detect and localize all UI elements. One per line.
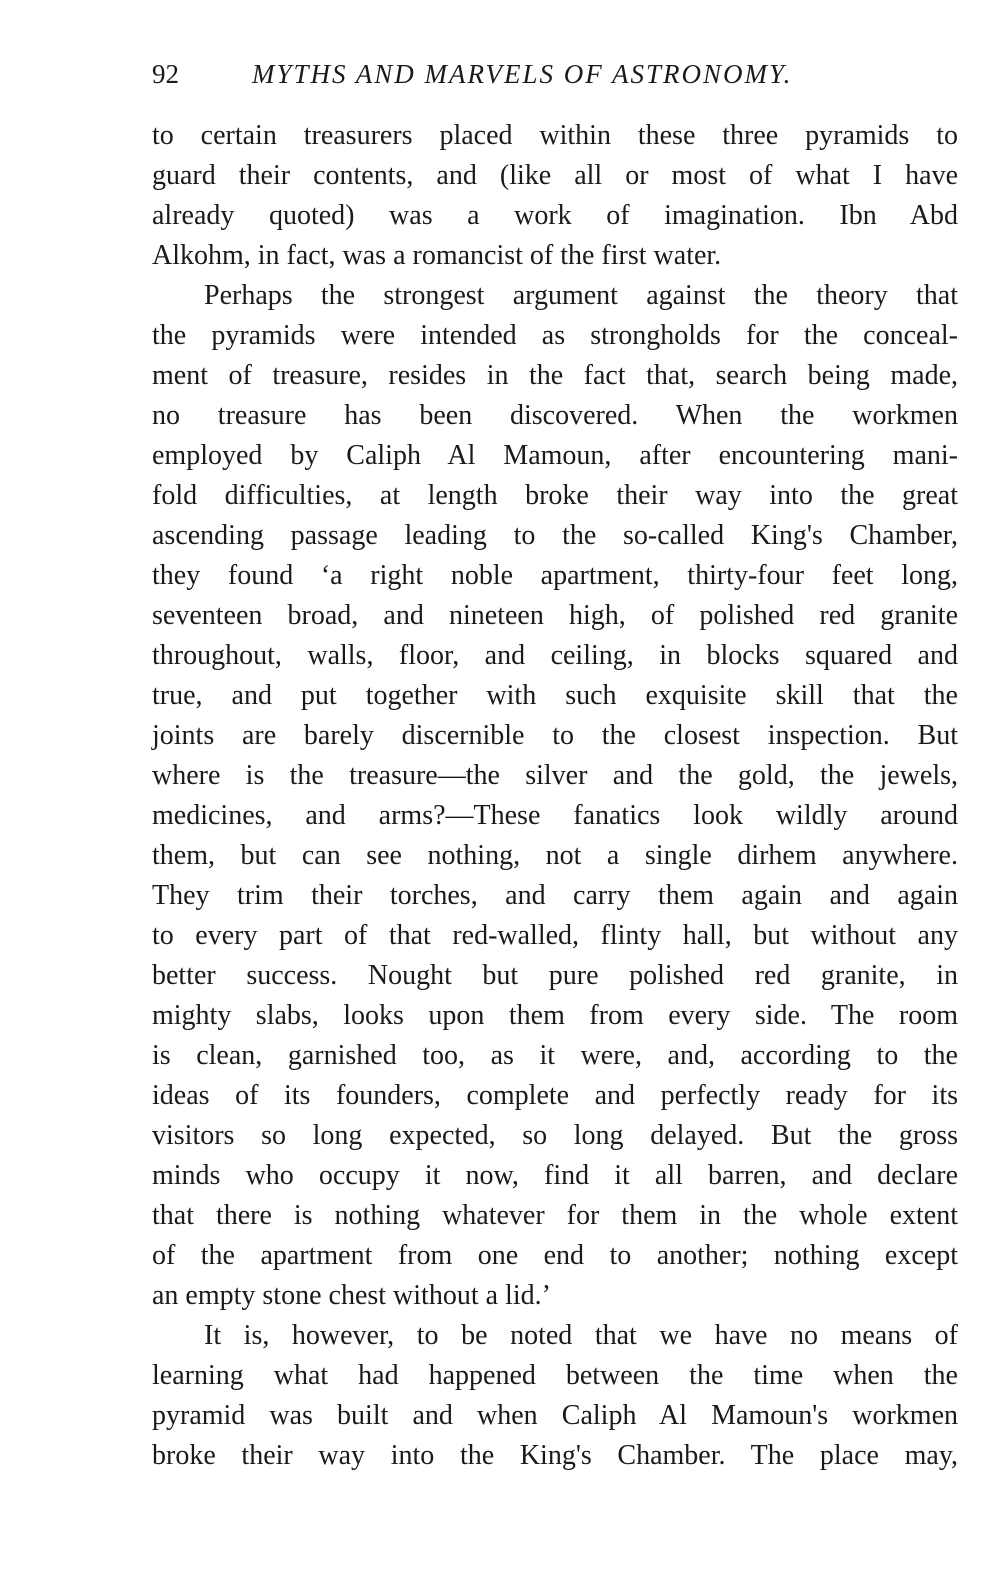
text-line: no treasure has been discovered. When the workmen bbox=[152, 400, 958, 431]
text-line: throughout, walls, floor, and ceiling, in blocks squared and bbox=[152, 640, 958, 671]
paragraph bbox=[152, 276, 958, 1316]
text-line: that there is nothing whatever for them in the whole extent bbox=[152, 1200, 958, 1231]
text-line: true, and put together with such exquisite skill that the bbox=[152, 680, 958, 711]
text-line: ascending passage leading to the so-called King's Chamber, bbox=[152, 520, 958, 551]
text-line: to certain treasurers placed within these three pyramids to bbox=[152, 120, 958, 151]
text-line: already quoted) was a work of imagination. Ibn Abd bbox=[152, 200, 958, 231]
text-line: to every part of that red-walled, flinty hall, but without any bbox=[152, 920, 958, 951]
text-line: the pyramids were intended as strongholds for the conceal- bbox=[152, 320, 958, 351]
text-line: is clean, garnished too, as it were, and, according to the bbox=[152, 1040, 958, 1071]
text-line: mighty slabs, looks upon them from every side. The room bbox=[152, 1000, 958, 1031]
text-line: They trim their torches, and carry them again and again bbox=[152, 880, 958, 911]
text-line: pyramid was built and when Caliph Al Mamoun's workmen bbox=[152, 1400, 958, 1431]
text-line: they found ‘a right noble apartment, thirty-four feet long, bbox=[152, 560, 958, 591]
text-line: employed by Caliph Al Mamoun, after encountering mani- bbox=[152, 440, 958, 471]
text-line: minds who occupy it now, find it all barren, and declare bbox=[152, 1160, 958, 1191]
text-line: of the apartment from one end to another; nothing except bbox=[152, 1240, 958, 1271]
text-line: fold difficulties, at length broke their way into the great bbox=[152, 480, 958, 511]
running-head bbox=[152, 56, 962, 96]
text-line: medicines, and arms?—These fanatics look wildly around bbox=[152, 800, 958, 831]
paragraph bbox=[152, 116, 958, 276]
text-line: them, but can see nothing, not a single dirhem anywhere. bbox=[152, 840, 958, 871]
text-line: ment of treasure, resides in the fact that, search being made, bbox=[152, 360, 958, 391]
text-line: seventeen broad, and nineteen high, of polished red granite bbox=[152, 600, 958, 631]
text-line: where is the treasure—the silver and the gold, the jewels, bbox=[152, 760, 958, 791]
text-line: learning what had happened between the time when the bbox=[152, 1360, 958, 1391]
text-line: Perhaps the strongest argument against the theory that bbox=[204, 280, 958, 311]
text-line: joints are barely discernible to the closest inspection. But bbox=[152, 720, 958, 751]
text-line: It is, however, to be noted that we have no means of bbox=[204, 1320, 958, 1351]
text-line: broke their way into the King's Chamber. The place may, bbox=[152, 1440, 958, 1471]
page-number: 92 bbox=[152, 59, 179, 89]
text-line: better success. Nought but pure polished red granite, in bbox=[152, 960, 958, 991]
paragraph bbox=[152, 1316, 958, 1476]
running-title: MYTHS AND MARVELS OF ASTRONOMY. bbox=[252, 59, 793, 89]
text-line: guard their contents, and (like all or most of what I have bbox=[152, 160, 958, 191]
body-text bbox=[152, 116, 958, 1476]
text-line: ideas of its founders, complete and perfectly ready for its bbox=[152, 1080, 958, 1111]
text-line: visitors so long expected, so long delayed. But the gross bbox=[152, 1120, 958, 1151]
text-line: an empty stone chest without a lid.’ bbox=[152, 1280, 551, 1311]
text-line: Alkohm, in fact, was a romancist of the first water. bbox=[152, 240, 722, 271]
